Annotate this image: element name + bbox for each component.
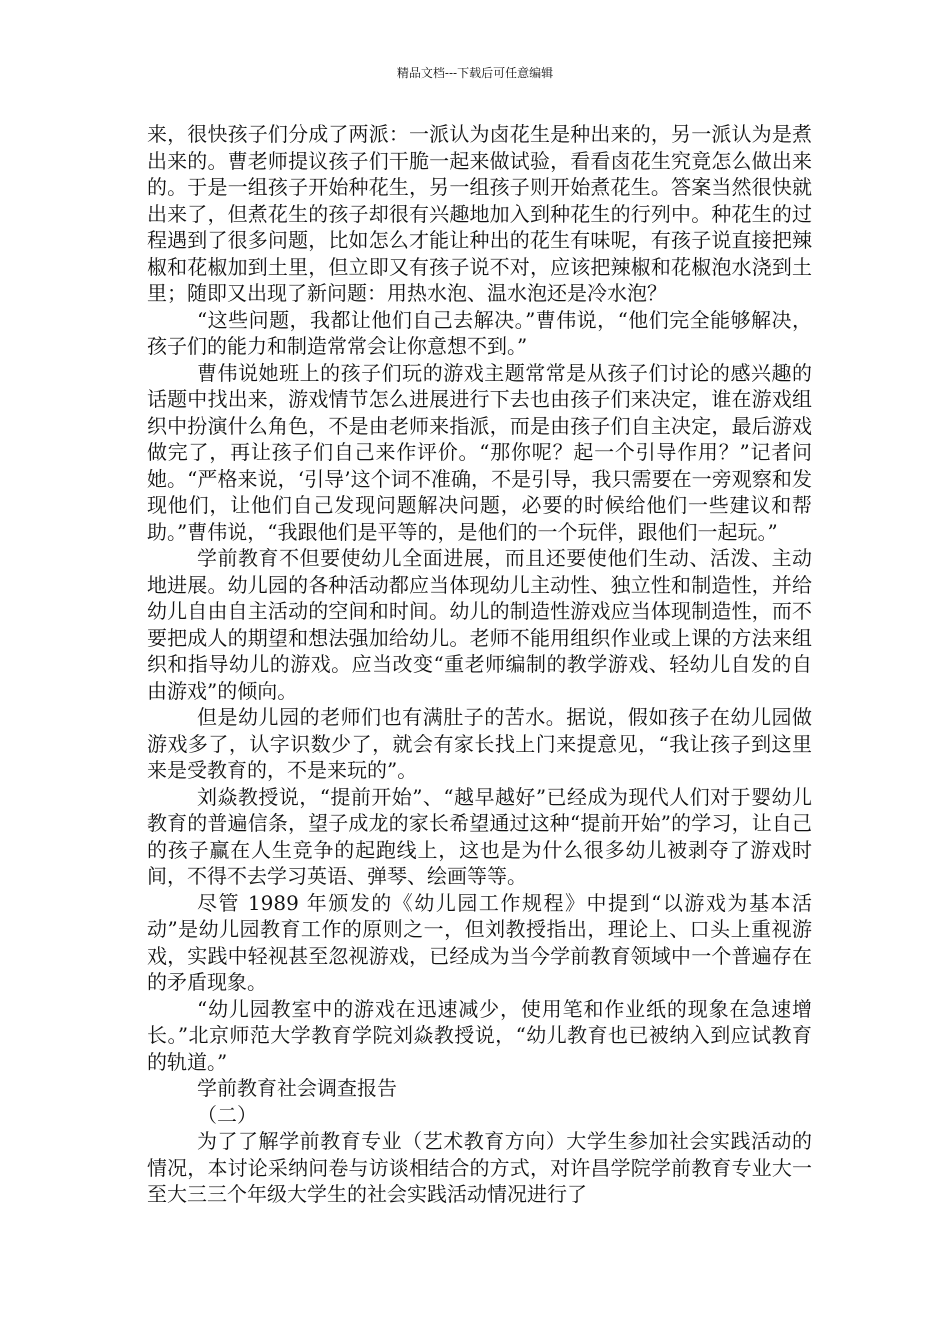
paragraph-4: 学前教育不但要使幼儿全面进展，而且还要使他们生动、活泼、主动地进展。幼儿园的各种活动都应当体现幼儿主动性、独立性和制造性，并给幼儿自由自主活动的空间和时间。幼儿的制造性游戏应当体现制造性，而不要把成人的期望和想法强加给幼儿。老师不能用组织作业或上课的方法来组织和指导幼儿的游戏。应当改变“重老师编制的教学游戏、轻幼儿自发的自由游戏”的倾向。 xyxy=(147,546,812,703)
paragraph-2: “这些问题，我都让他们自己去解决。”曹伟说，“他们完全能够解决，孩子们的能力和制造常常会让你意想不到。” xyxy=(147,307,812,358)
page-header: 精品文档---下载后可任意编辑 xyxy=(396,66,554,80)
paragraph-6: 刘焱教授说，“提前开始”、“越早越好”已经成为现代人们对于婴幼儿教育的普遍信条，望子成龙的家长希望通过这种“提前开始”的学习，让自己的孩子赢在人生竞争的起跑线上，这也是为什么很多幼儿被剥夺了游戏时间，不得不去学习英语、弹琴、绘画等等。 xyxy=(147,784,812,888)
paragraph-8: “幼儿园教室中的游戏在迅速减少，使用笔和作业纸的现象在急速增长。”北京师范大学教育学院刘焱教授说，“幼儿教育也已被纳入到应试教育的轨道。” xyxy=(147,996,812,1074)
paragraph-7: 尽管 1989 年颁发的《幼儿园工作规程》中提到“以游戏为基本活动”是幼儿园教育工作的原则之一，但刘教授指出，理论上、口头上重视游戏，实践中轻视甚至忽视游戏，已经成为当今学前教育领域中一个普遍存在的矛盾现象。 xyxy=(147,890,812,994)
body-text xyxy=(147,121,812,1208)
paragraph-5: 但是幼儿园的老师们也有满肚子的苦水。据说，假如孩子在幼儿园做游戏多了，认字识数少了，就会有家长找上门来提意见，“我让孩子到这里来是受教育的，不是来玩的”。 xyxy=(147,705,812,782)
paragraph-1: 来，很快孩子们分成了两派：一派认为卤花生是种出来的，另一派认为是煮出来的。曹老师提议孩子们干脆一起来做试验，看看卤花生究竟怎么做出来的。于是一组孩子开始种花生，另一组孩子则开始煮花生。答案当然很快就出来了，但煮花生的孩子却很有兴趣地加入到种花生的行列中。种花生的过程遇到了很多问题，比如怎么才能让种出的花生有味呢，有孩子说直接把辣椒和花椒加到土里，但立即又有孩子说不对，应该把辣椒和花椒泡水浇到土里；随即又出现了新问题：用热水泡、温水泡还是冷水泡？ xyxy=(147,122,812,305)
section-number: （二） xyxy=(197,1102,257,1127)
section-title: 学前教育社会调查报告 xyxy=(197,1076,397,1100)
paragraph-9: 为了了解学前教育专业（艺术教育方向）大学生参加社会实践活动的情况，本讨论采纳问卷与访谈相结合的方式，对许昌学院学前教育专业大一至大三三个年级大学生的社会实践活动情况进行了 xyxy=(147,1129,812,1206)
paragraph-3: 曹伟说她班上的孩子们玩的游戏主题常常是从孩子们讨论的感兴趣的话题中找出来，游戏情节怎么进展进行下去也由孩子们来决定，谁在游戏组织中扮演什么角色，不是由老师来指派，而是由孩子们自主决定，最后游戏做完了，再让孩子们自己来作评价。“那你呢？起一个引导作用？”记者问她。“严格来说，‘引导’这个词不准确，不是引导，我只需要在一旁观察和发现他们，让他们自己发现问题解决问题，必要的时候给他们一些建议和帮助。”曹伟说，“我跟他们是平等的，是他们的一个玩伴，跟他们一起玩。” xyxy=(147,360,812,544)
